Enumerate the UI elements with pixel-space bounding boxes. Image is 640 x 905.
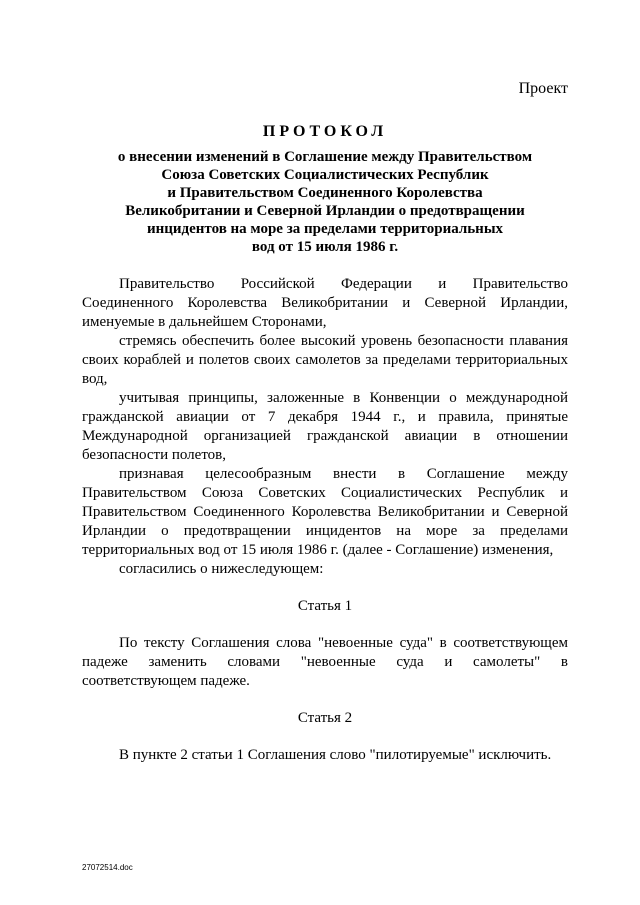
text-line: соответствующем падеже. xyxy=(82,673,250,689)
text-line: учитывая принципы, заложенные в Конвенции о международной xyxy=(119,390,568,406)
title-block xyxy=(82,122,568,256)
text-line: Ирландии о предотвращении инцидентов на море за пределами xyxy=(82,523,568,539)
text-line: согласились о нижеследующем: xyxy=(119,561,324,577)
subtitle-line: Великобритании и Северной Ирландии о предотвращении xyxy=(125,203,525,219)
text-line: именуемые в дальнейшем Сторонами, xyxy=(82,314,327,330)
draft-label: Проект xyxy=(518,80,568,97)
subtitle-line: о внесении изменений в Соглашение между Правительством xyxy=(117,149,533,165)
preamble-paragraph-agreed xyxy=(82,560,568,579)
text-line: территориальных вод от 15 июля 1986 г. (далее - Соглашение) изменения, xyxy=(82,542,554,558)
text-line: вод, xyxy=(82,371,108,387)
text-line: Правительством Соединенного Королевства Великобритании и Северной xyxy=(82,504,568,520)
text-line: гражданской авиации от 7 декабря 1944 г., и правила, принятые xyxy=(82,409,568,425)
document-title: ПРОТОКОЛ xyxy=(262,123,388,140)
text-line: Правительство Российской Федерации и Правительство xyxy=(119,276,568,292)
subtitle-line: Союза Советских Социалистических Республик xyxy=(161,167,489,183)
document-body xyxy=(82,275,568,765)
subtitle-line: вод от 15 июля 1986 г. xyxy=(251,239,399,255)
text-line: стремясь обеспечить более высокий уровень безопасности плавания xyxy=(119,333,568,349)
article-1-heading: Статья 1 xyxy=(297,598,353,614)
preamble-paragraph-parties xyxy=(82,275,568,332)
preamble-paragraph-safety xyxy=(82,332,568,389)
preamble-paragraph-convention xyxy=(82,389,568,465)
text-line: Соединенного Королевства Великобритании и Северной Ирландии, xyxy=(82,295,568,311)
subtitle-line: и Правительством Соединенного Королевства xyxy=(167,185,483,201)
footer-filename: 27072514.doc xyxy=(82,863,133,872)
text-line: признавая целесообразным внести в Соглашение между xyxy=(119,466,568,482)
text-line: своих кораблей и полетов своих самолетов за пределами территориальных xyxy=(82,352,568,368)
article-2-heading: Статья 2 xyxy=(297,710,353,726)
text-line: По тексту Соглашения слова "невоенные суда" в соответствующем xyxy=(119,635,568,651)
text-line: Международной организацией гражданской авиации в отношении xyxy=(82,428,568,444)
article-1-text xyxy=(82,634,568,691)
text-line: В пункте 2 статьи 1 Соглашения слово "пилотируемые" исключить. xyxy=(119,747,552,763)
preamble-paragraph-amendment xyxy=(82,465,568,560)
text-line: Правительством Союза Советских Социалистических Республик и xyxy=(82,485,568,501)
text-line: безопасности полетов, xyxy=(82,447,227,463)
text-line: падеже заменить словами "невоенные суда и самолеты" в xyxy=(82,654,568,670)
article-2-text xyxy=(82,746,568,765)
subtitle-line: инцидентов на море за пределами территориальных xyxy=(146,221,504,237)
